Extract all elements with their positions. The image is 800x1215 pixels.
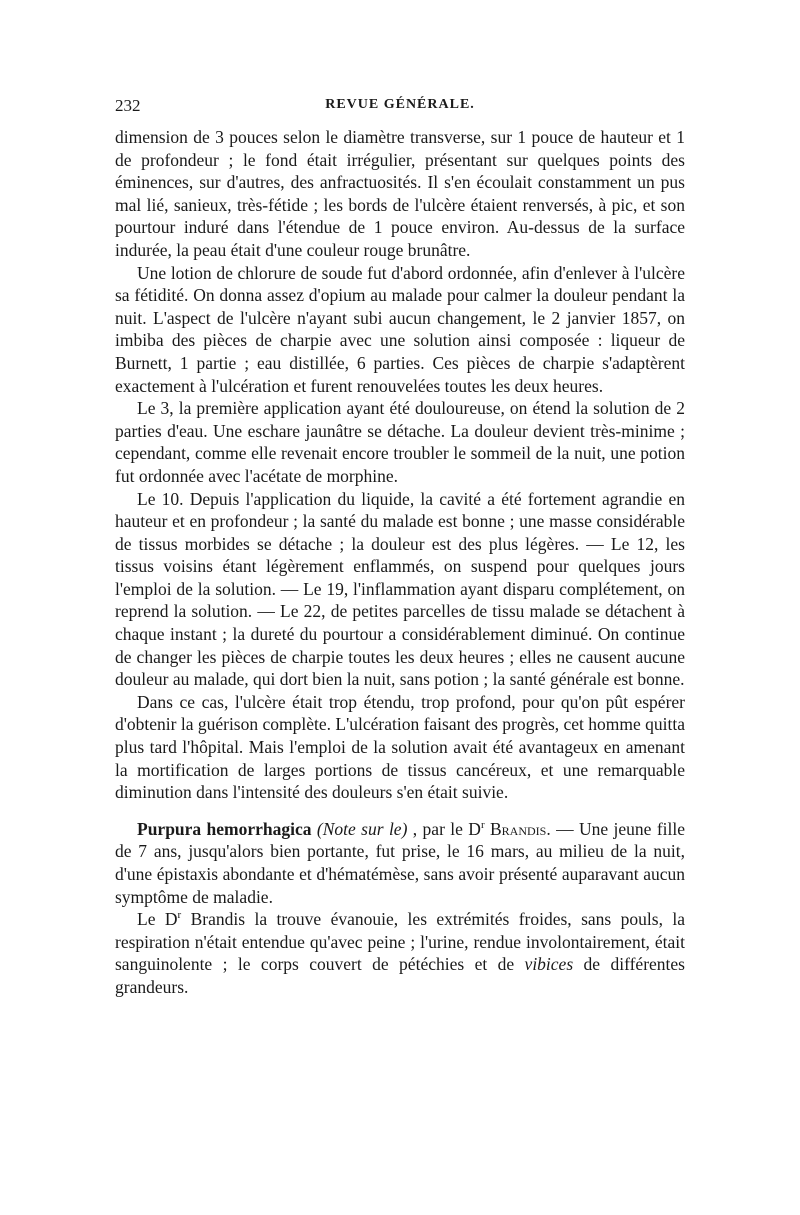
section-purpura-second-paragraph — [115, 908, 685, 998]
section-author: Brandis. — [490, 818, 551, 839]
second-paragraph-sup: r — [177, 909, 182, 922]
second-paragraph-text: Brandis la trouve évanouie, les extrémités froides, sans pouls, la respiration n'était entendue qu'avec peine ; l'urine, rendue involontairement, était sanguinolente ; le corps couvert de pétéchies et de — [115, 909, 685, 975]
page-number: 232 — [115, 96, 141, 115]
section-first-paragraph-text: — Une jeune fille de 7 ans, jusqu'alors bien portante, fut prise, le 16 mars, au milieu de la nuit, d'une épistaxis abondante et d'hématémèse, sans avoir présenté auparavant aucun symptôme de maladie. — [115, 818, 686, 907]
page — [115, 96, 685, 999]
second-paragraph-start: Le D — [137, 909, 178, 930]
section-title-sup: r — [480, 818, 485, 831]
paragraph-lotion: Une lotion de chlorure de soude fut d'abord ordonnée, afin d'enlever à l'ulcère sa fétidité. On donna assez d'opium au malade pour calmer la douleur pendant la nuit. L'aspect de l'ulcère n'ayant subi aucun changement, le 2 janvier 1857, on imbiba des pièces de charpie avec une solution ainsi composée : liqueur de Burnett, 1 partie ; eau distillée, 6 parties. Ces pièces de charpie s'adaptèrent exactement à l'ulcération et furent renouvelées toutes les deux heures. — [115, 262, 685, 396]
paragraph-day-3: Le 3, la première application ayant été douloureuse, on étend la solution de 2 parties d'eau. Une eschare jaunâtre se détache. La douleur devient très-minime ; cependant, comme elle revenait encore troubler le sommeil de la nuit, une potion fut ordonnée avec l'acétate de morphine. — [115, 398, 685, 486]
section-heading: Purpura hemorrhagica — [137, 818, 312, 839]
paragraph-day-10: Le 10. Depuis l'application du liquide, la cavité a été fortement agrandie en hauteur et en profondeur ; la santé du malade est bonne ; une masse considérable de tissus morbides se détache ; la douleur est des plus légères. — Le 12, les tissus voisins étant légèrement enflammés, on suspend pour quelques jours l'emploi de la solution. — Le 19, l'inflammation ayant disparu complétement, on reprend la solution. — Le 22, de petites parcelles de tissu malade se détachent à chaque instant ; la dureté du pourtour a considérablement diminué. On continue de changer les pièces de charpie toutes les deux heures ; elles ne causent aucune douleur au malade, qui dort bien la nuit, sans potion ; la santé générale est bonne. — [115, 488, 685, 690]
paragraph-continuation: dimension de 3 pouces selon le diamètre transverse, sur 1 pouce de hauteur et 1 de profondeur ; le fond était irrégulier, présentant sur quelques points des éminences, sur d'autres, des anfractuosités. Il s'en écoulait constamment un pus mal lié, sanieux, très-fétide ; les bords de l'ulcère étaient renversés, à pic, et son pourtour induré dans l'étendue de 1 pouce environ. Au-dessus de la surface indurée, la peau était d'une couleur rouge brunâtre. — [115, 127, 685, 260]
section-gap — [115, 804, 685, 818]
section-by: , par le D — [412, 818, 481, 839]
section-purpura-first-paragraph — [115, 818, 685, 908]
section-note-text: (Note sur le) — [316, 818, 408, 839]
second-paragraph-end: de différentes grandeurs. — [115, 954, 685, 997]
second-paragraph-italic: vibices — [524, 954, 574, 975]
running-head — [115, 96, 685, 126]
running-title: REVUE GÉNÉRALE. — [325, 97, 475, 112]
section-note — [317, 819, 413, 839]
paragraph-conclusion: Dans ce cas, l'ulcère était trop étendu, trop profond, pour qu'on pût espérer d'obtenir la guérison complète. L'ulcération faisant des progrès, cet homme quitta plus tard l'hôpital. Mais l'emploi de la solution avait été avantageux en amenant la mortification de larges portions de tissus cancéreux, et une remarquable diminution dans l'intensité des douleurs s'en était suivie. — [115, 691, 686, 803]
